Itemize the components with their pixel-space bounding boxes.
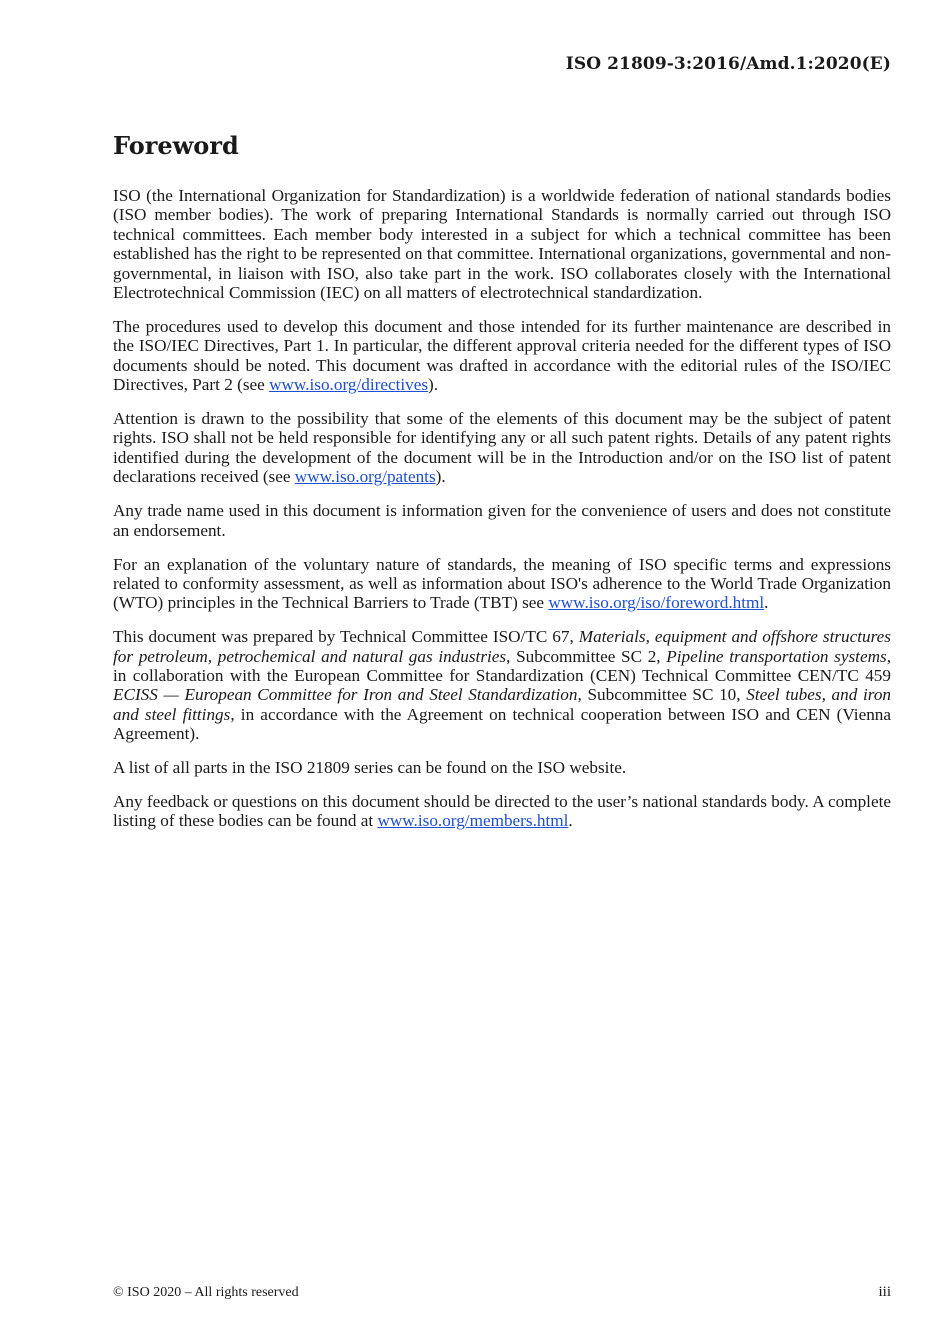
paragraph-feedback — [113, 792, 891, 831]
paragraph-text: Attention is drawn to the possibility that some of the elements of this document may be the subject of patent rights. ISO shall not be held responsible for identifying any or all such patent rights. Details of any patent rights identified during the development of the document will be in the Introduction and/or on the ISO list of patent declarations received (see — [113, 409, 891, 487]
committee-text-4: , Subcommittee SC 10, — [577, 685, 747, 705]
paragraph-iso-overview: ISO (the International Organization for Standardization) is a worldwide federation of national standards bodies (ISO member bodies). The work of preparing International Standards is normally carried out through ISO technical committees. Each member body interested in a subject for which a technical committee has been established has the right to be represented on that committee. International organizations, governmental and non-governmental, in liaison with ISO, also take part in the work. ISO collaborates closely with the International Electrotechnical Commission (IEC) on all matters of electrotechnical standardization. — [113, 186, 891, 303]
foreword-link[interactable]: www.iso.org/iso/foreword.html — [548, 593, 765, 613]
members-link[interactable]: www.iso.org/members.html — [377, 811, 569, 831]
paragraph-series-list: A list of all parts in the ISO 21809 series can be found on the ISO website. — [113, 758, 627, 778]
paragraph-patent-rights — [113, 409, 891, 487]
copyright-notice: © ISO 2020 – All rights reserved — [113, 1285, 299, 1300]
committee-title-italic: Materials, equipment and offshore structures for petroleum, petrochemical and natural gas industries — [113, 627, 891, 666]
paragraph-text: Any feedback or questions on this document should be directed to the user’s national standards body. A complete listing of these bodies can be found at — [113, 792, 891, 831]
paragraph-trade-name: Any trade name used in this document is information given for the convenience of users and does not constitute an endorsement. — [113, 501, 891, 540]
paragraph-committee — [113, 627, 891, 743]
cen-committee-title-italic: ECISS — European Committee for Iron and Steel Standardization — [113, 685, 578, 705]
page-title: Foreword — [113, 131, 239, 160]
committee-text-5: , in accordance with the Agreement on technical cooperation between ISO and CEN (Vienna Agreement). — [113, 704, 892, 744]
directives-link[interactable]: www.iso.org/directives — [269, 375, 429, 395]
committee-text-2: , Subcommittee SC 2, — [506, 646, 667, 666]
paragraph-text: For an explanation of the voluntary nature of standards, the meaning of ISO specific terms and expressions related to conformity assessment, as well as information about ISO's adherence to the World Trade Organization (WTO) principles in the Technical Barriers to Trade (TBT) see — [113, 554, 891, 613]
document-identifier: ISO 21809-3:2016/Amd.1:2020(E) — [565, 54, 891, 74]
paragraph-voluntary-nature — [113, 555, 891, 613]
page-number: iii — [878, 1284, 891, 1300]
paragraph-text: The procedures used to develop this document and those intended for its further maintenance are described in the ISO/IEC Directives, Part 1. In particular, the different approval criteria needed for the different types of ISO documents should be noted. This document was drafted in accordance with the editorial rules of the ISO/IEC Directives, Part 2 (see — [113, 316, 891, 395]
cen-subcommittee-title-italic: Steel tubes, and iron and steel fittings — [113, 685, 892, 724]
committee-text-1: This document was prepared by Technical Committee ISO/TC 67, — [113, 627, 579, 647]
paragraph-text-end: ). — [428, 375, 439, 395]
paragraph-procedures — [113, 317, 891, 395]
paragraph-text-end: ). — [435, 467, 446, 487]
subcommittee-title-italic: Pipeline transportation systems — [666, 646, 887, 666]
paragraph-text-end: . — [764, 593, 769, 613]
foreword-body — [113, 186, 891, 845]
paragraph-text-end: . — [568, 811, 573, 831]
committee-text-3: , in collaboration with the European Committee for Standardization (CEN) Technical Committee CEN/TC 459 — [113, 646, 891, 686]
patents-link[interactable]: www.iso.org/patents — [294, 467, 436, 487]
